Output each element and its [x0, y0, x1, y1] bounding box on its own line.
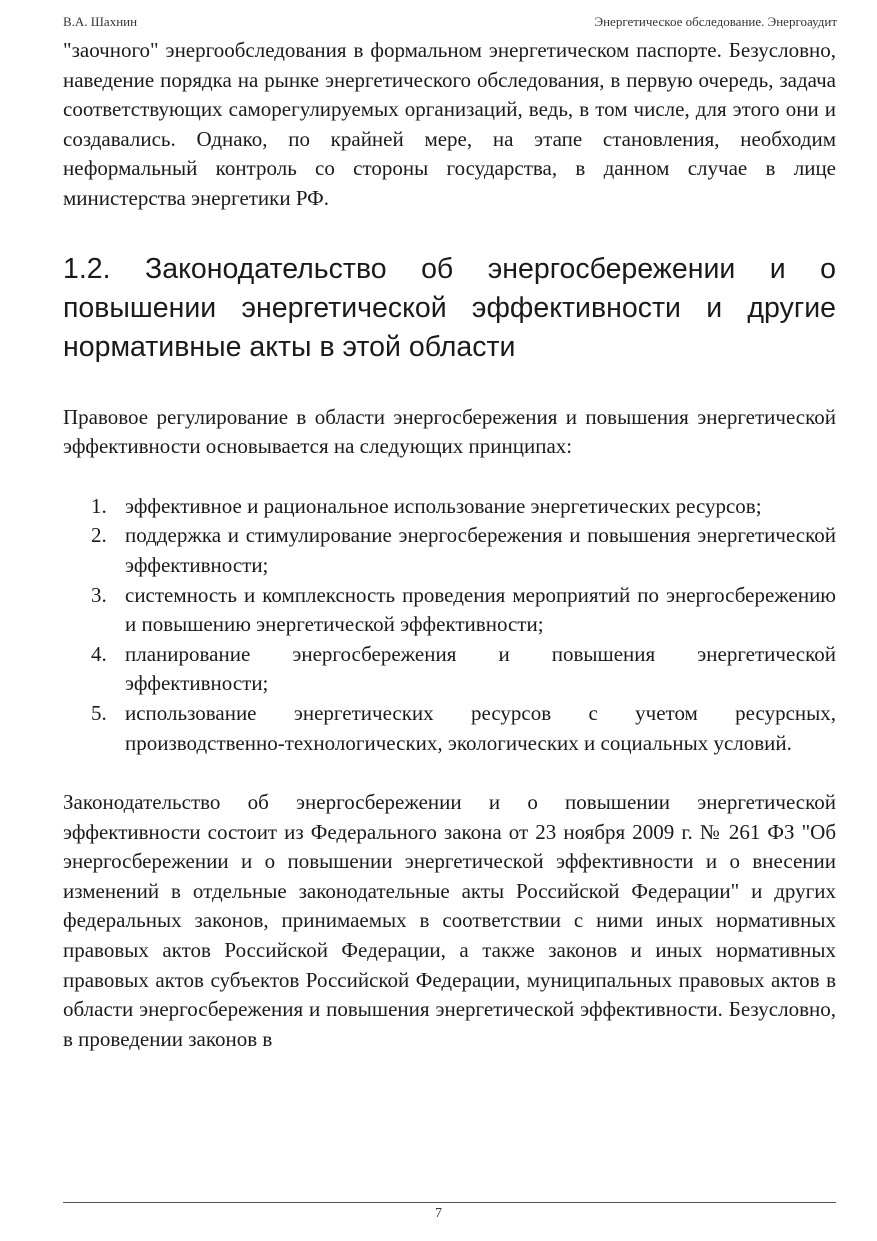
- list-item-text: использование энергетических ресурсов с учетом ресурсных, производственно-технологических, экологических и социальных условий.: [125, 700, 836, 755]
- principles-list: [63, 492, 836, 758]
- page-content: [63, 36, 836, 1054]
- continuation-paragraph: "заочного" энергообследования в формальном энергетическом паспорте. Безусловно, наведение порядка на рынке энергетического обследования, в первую очередь, задача соответствующих саморегулируемых организаций, ведь, в том числе, для этого они и создавались. Однако, по крайней мере, на этапе становления, необходим неформальный контроль со стороны государства, в данном случае в лице министерства энергетики РФ.: [63, 38, 836, 210]
- list-item-number: 5.: [91, 700, 107, 725]
- header-document-title: Энергетическое обследование. Энергоаудит: [594, 14, 837, 29]
- list-item: [63, 581, 836, 640]
- list-item-number: 4.: [91, 641, 107, 666]
- header-author: В.А. Шахнин: [63, 14, 138, 29]
- list-item: [63, 521, 836, 580]
- list-item-number: 3.: [91, 582, 107, 607]
- list-item-number: 1.: [91, 493, 107, 518]
- list-item-text: планирование энергосбережения и повышения энергетической эффективности;: [125, 641, 836, 696]
- list-item-text: эффективное и рациональное использование энергетических ресурсов;: [125, 493, 762, 518]
- list-item: [63, 640, 836, 699]
- page-number: 7: [435, 1206, 442, 1221]
- principles-intro-paragraph: Правовое регулирование в области энергосбережения и повышения энергетической эффективности основывается на следующих принципах:: [63, 404, 836, 459]
- section-heading: 1.2. Законодательство об энергосбережении и о повышении энергетической эффективности и другие нормативные акты в этой области: [63, 252, 836, 363]
- list-item: [63, 699, 836, 758]
- legislation-paragraph: Законодательство об энергосбережении и о повышении энергетической эффективности состоит из Федерального закона от 23 ноября 2009 г. № 261 ФЗ "Об энергосбережении и о повышении энергетической эффективности и о внесении изменений в отдельные законодательные акты Российской Федерации" и других федеральных законов, принимаемых в соответствии с ними иных нормативных правовых актов Российской Федерации, а также законов и иных нормативных правовых актов субъектов Российской Федерации, муниципальных правовых актов в области энергосбережения и повышения энергетической эффективности. Безусловно, в проведении законов в: [63, 790, 836, 1051]
- list-item-text: системность и комплексность проведения мероприятий по энергосбережению и повышению энергетической эффективности;: [125, 582, 836, 637]
- list-item-number: 2.: [91, 523, 107, 548]
- page-header: [63, 14, 837, 32]
- list-item-text: поддержка и стимулирование энергосбережения и повышения энергетической эффективности;: [125, 523, 836, 577]
- footer-divider: [63, 1202, 836, 1203]
- list-item: [63, 492, 836, 522]
